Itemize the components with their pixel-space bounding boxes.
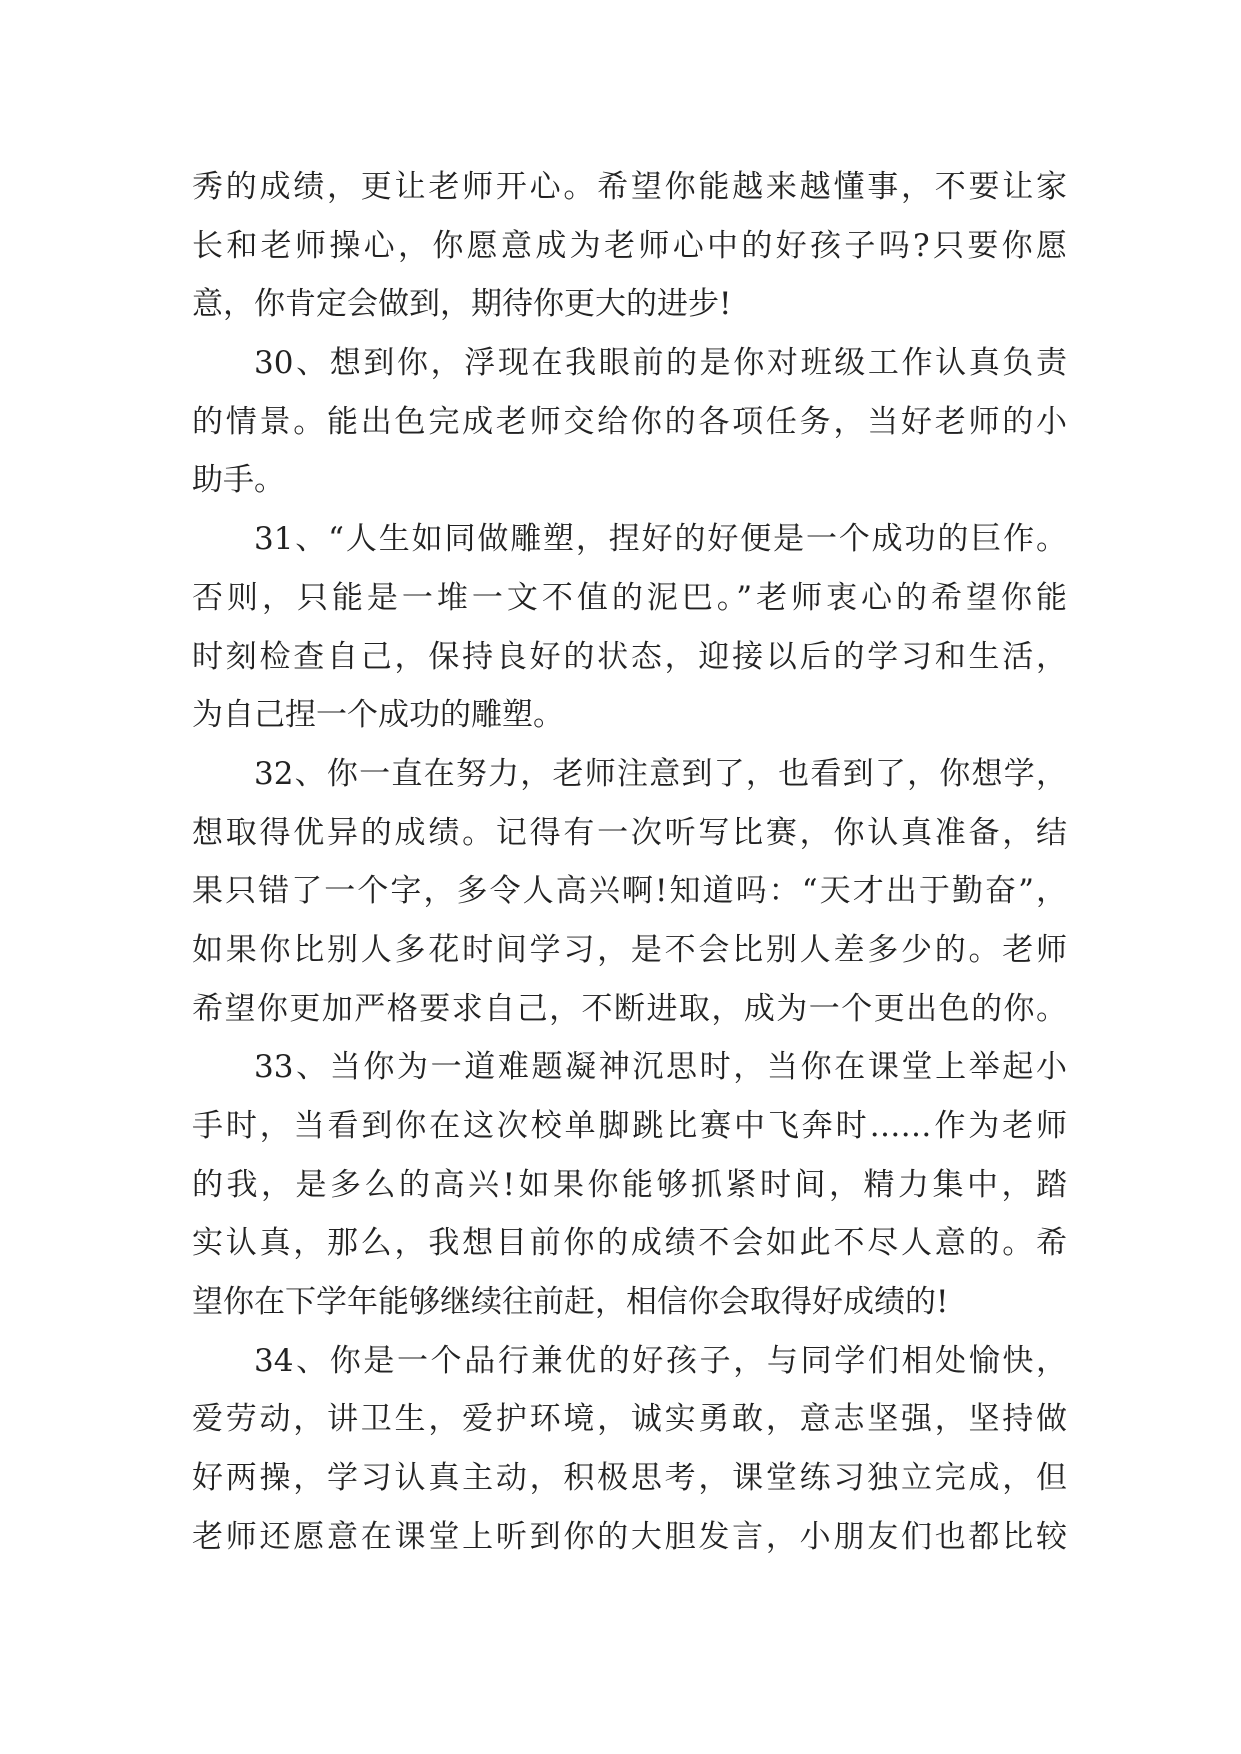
- text-line: 否则，只能是一堆一文不值的泥巴。”老师衷心的希望你能: [192, 579, 1067, 616]
- text-line: 想取得优异的成绩。记得有一次听写比赛，你认真准备，结: [192, 814, 1067, 851]
- text-line: 时刻检查自己，保持良好的状态，迎接以后的学习和生活，: [192, 638, 1067, 675]
- text-line: 果只错了一个字，多令人高兴啊!知道吗：“天才出于勤奋”，: [192, 873, 1067, 910]
- text-line: 好两操，学习认真主动，积极思考，课堂练习独立完成，但: [192, 1460, 1067, 1497]
- text-line: 希望你更加严格要求自己，不断进取，成为一个更出色的你。: [192, 990, 1067, 1027]
- text-line: 33、当你为一道难题凝神沉思时，当你在课堂上举起小: [254, 1049, 1067, 1086]
- document-body: [192, 158, 1067, 1567]
- text-line: 34、你是一个品行兼优的好孩子，与同学们相处愉快，: [254, 1342, 1067, 1379]
- text-line: 如果你比别人多花时间学习，是不会比别人差多少的。老师: [192, 931, 1067, 968]
- text-line: 秀的成绩，更让老师开心。希望你能越来越懂事，不要让家: [192, 169, 1067, 205]
- text-line: 31、“人生如同做雕塑，捏好的好便是一个成功的巨作。: [254, 521, 1067, 558]
- text-line: 望你在下学年能够继续往前赶，相信你会取得好成绩的!: [192, 1284, 949, 1321]
- text-line: 的我，是多么的高兴!如果你能够抓紧时间，精力集中，踏: [192, 1166, 1067, 1203]
- text-line: 30、想到你，浮现在我眼前的是你对班级工作认真负责: [254, 345, 1067, 382]
- text-line: 助手。: [192, 462, 285, 499]
- text-line: 老师还愿意在课堂上听到你的大胆发言，小朋友们也都比较: [192, 1518, 1067, 1555]
- text-line: 手时，当看到你在这次校单脚跳比赛中飞奔时……作为老师: [192, 1108, 1067, 1144]
- text-line: 意，你肯定会做到，期待你更大的进步!: [192, 286, 732, 323]
- text-line: 32、你一直在努力，老师注意到了，也看到了，你想学，: [254, 755, 1067, 792]
- text-line: 的情景。能出色完成老师交给你的各项任务，当好老师的小: [192, 403, 1067, 440]
- text-line: 为自己捏一个成功的雕塑。: [192, 697, 564, 734]
- text-line: 长和老师操心，你愿意成为老师心中的好孩子吗?只要你愿: [192, 227, 1067, 264]
- text-line: 实认真，那么，我想目前你的成绩不会如此不尽人意的。希: [192, 1225, 1067, 1262]
- text-line: 爱劳动，讲卫生，爱护环境，诚实勇敢，意志坚强，坚持做: [192, 1401, 1067, 1438]
